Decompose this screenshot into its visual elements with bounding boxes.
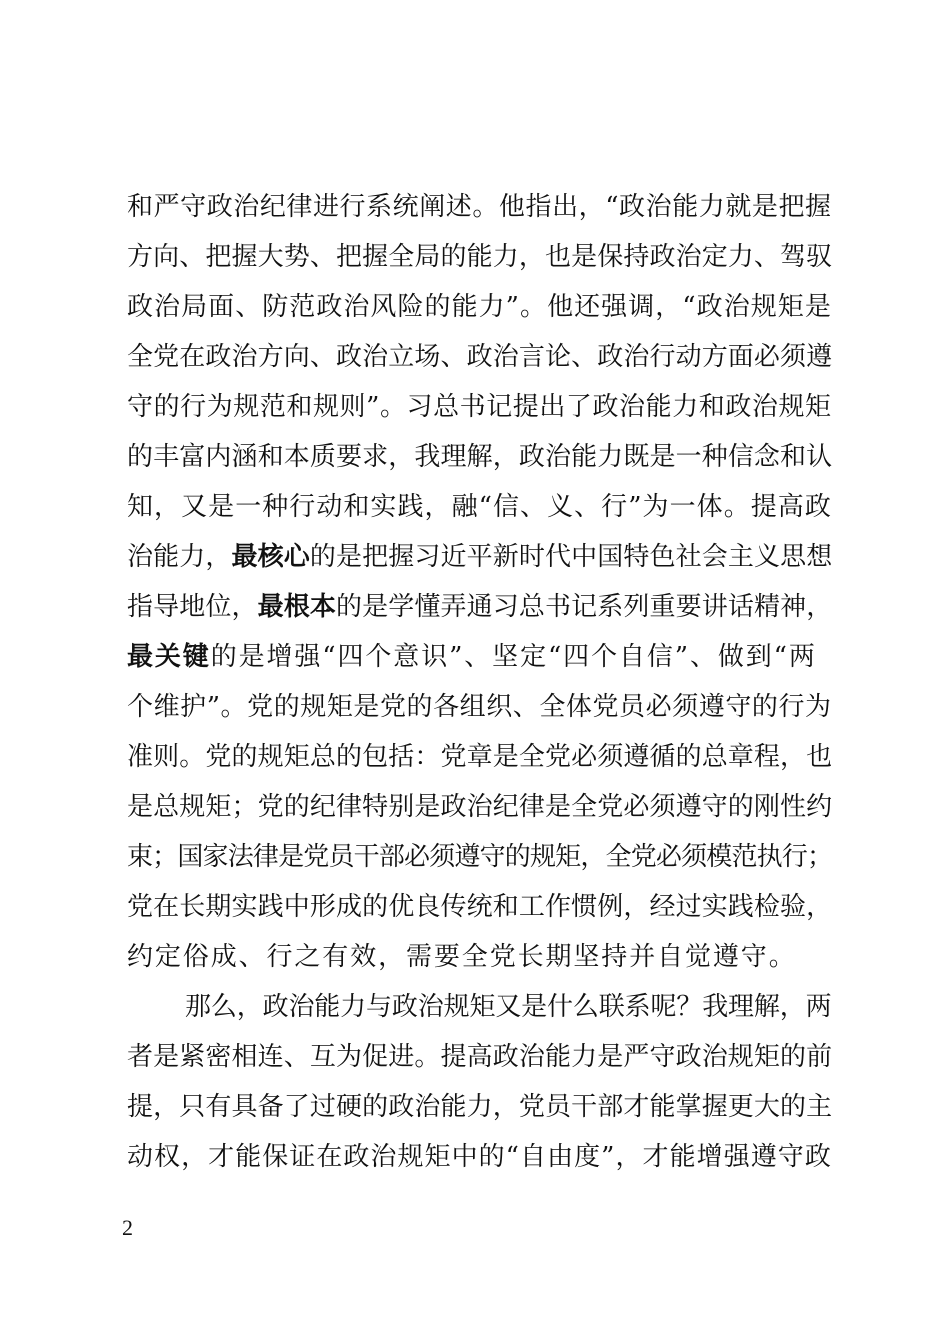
text-line-16: 约定俗成、行之有效，需要全党长期坚持并自觉遵守。 [127, 942, 797, 972]
text-line-5: 守的行为规范和规则”。习总书记提出了政治能力和政治规矩 [127, 392, 832, 422]
text-line-1: 和严守政治纪律进行系统阐述。他指出，“政治能力就是把握 [127, 192, 832, 222]
text-line-12: 准则。党的规矩总的包括：党章是全党必须遵循的总章程，也 [127, 742, 833, 772]
text-line-14: 束；国家法律是党员干部必须遵守的规矩，全党必须模范执行； [127, 842, 833, 872]
text-line-3: 政治局面、防范政治风险的能力”。他还强调，“政治规矩是 [127, 292, 832, 322]
text-line-11: 个维护”。党的规矩是党的各组织、全体党员必须遵守的行为 [127, 692, 832, 722]
text-line-13: 是总规矩；党的纪律特别是政治纪律是全党必须遵守的刚性约 [127, 792, 833, 822]
text-line-15: 党在长期实践中形成的优良传统和工作惯例，经过实践检验， [127, 892, 833, 922]
text-line-19: 提，只有具备了过硬的政治能力，党员干部才能掌握更大的主 [127, 1092, 833, 1122]
text-line-4: 全党在政治方向、政治立场、政治言论、政治行动方面必须遵 [127, 342, 833, 372]
text-line-6: 的丰富内涵和本质要求，我理解，政治能力既是一种信念和认 [127, 442, 833, 472]
bold-emphasis: 最关键 [127, 642, 211, 672]
text-line-2: 方向、把握大势、把握全局的能力，也是保持政治定力、驾驭 [127, 242, 833, 272]
text-line-8: 治能力，最核心的是把握习近平新时代中国特色社会主义思想 [127, 542, 833, 572]
bold-emphasis: 最核心 [231, 542, 310, 572]
text-line-18: 者是紧密相连、互为促进。提高政治能力是严守政治规矩的前 [127, 1042, 833, 1072]
text-line-20: 动权，才能保证在政治规矩中的“自由度”，才能增强遵守政 [127, 1142, 832, 1172]
page-number: 2 [122, 1215, 133, 1240]
bold-emphasis: 最根本 [257, 592, 336, 622]
text-line-7: 知，又是一种行动和实践，融“信、义、行”为一体。提高政 [127, 492, 832, 522]
text-line-9: 指导地位，最根本的是学懂弄通习总书记系列重要讲话精神， [127, 592, 833, 622]
text-line-17: 那么，政治能力与政治规矩又是什么联系呢？我理解，两 [185, 992, 832, 1022]
text-line-10: 最关键的是增强“四个意识”、坚定“四个自信”、做到“两 [127, 642, 817, 672]
